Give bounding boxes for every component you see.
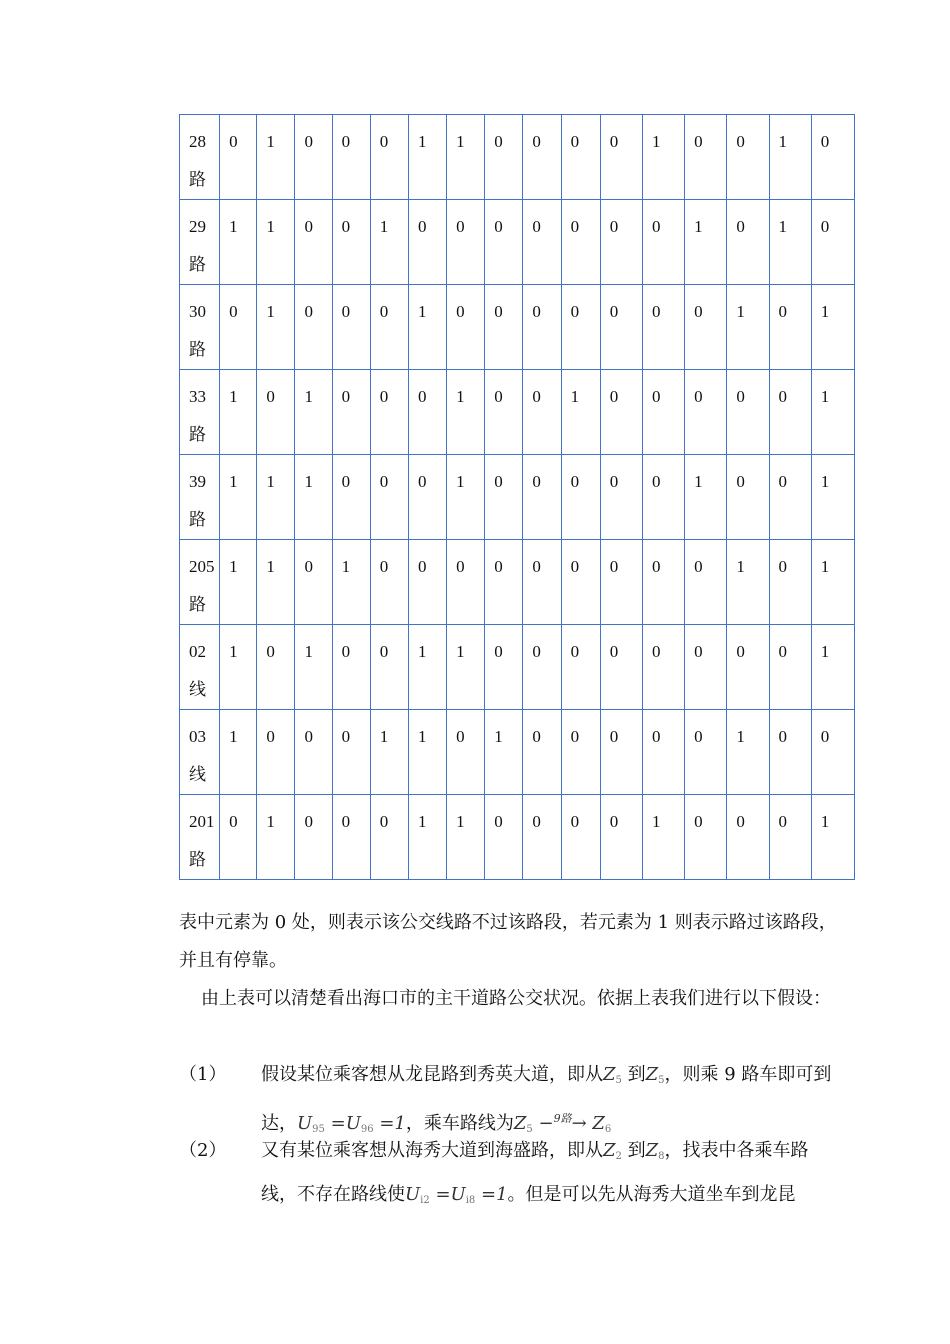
table-row: [180, 795, 855, 880]
route-label: 29路: [180, 200, 220, 285]
table-cell: 0: [295, 795, 332, 880]
table-cell: 0: [257, 625, 295, 710]
table-cell: 1: [685, 455, 727, 540]
table-cell: 1: [811, 455, 854, 540]
table-row: [180, 625, 855, 710]
table-cell: 0: [523, 710, 561, 795]
table-cell: 0: [685, 795, 727, 880]
table-cell: 0: [811, 710, 854, 795]
table-cell: 0: [332, 115, 370, 200]
table-cell: 1: [332, 540, 370, 625]
table-cell: 1: [257, 455, 295, 540]
table-cell: 0: [727, 370, 769, 455]
table-cell: 0: [295, 200, 332, 285]
table-cell: 0: [600, 625, 642, 710]
table-cell: 0: [642, 540, 684, 625]
table-cell: 1: [811, 625, 854, 710]
table-cell: 0: [523, 625, 561, 710]
table-cell: 1: [685, 200, 727, 285]
table-cell: 0: [561, 285, 600, 370]
table-cell: 1: [220, 200, 257, 285]
paragraph-explanation: 表中元素为 0 处，则表示该公交线路不过该路段，若元素为 1 则表示路过该路段，并且有停靠。: [179, 912, 837, 971]
table-cell: 1: [447, 115, 485, 200]
table-cell: 0: [523, 795, 561, 880]
table-cell: 0: [769, 370, 811, 455]
table-cell: 0: [295, 115, 332, 200]
table-cell: 0: [370, 370, 408, 455]
item-text: 假设某位乘客想从龙昆路到秀英大道，即从$Z_5$ 到$Z_5$，则乘 9 路车即可到达，$U_{95} =U_{96} =1$，乘车路线为$Z_5 -^{9路}\to Z_6$: [261, 1064, 832, 1135]
table-cell: 1: [811, 540, 854, 625]
table-cell: 0: [332, 200, 370, 285]
table-cell: 0: [769, 455, 811, 540]
table-cell: 0: [642, 455, 684, 540]
table-cell: 0: [408, 200, 446, 285]
table-cell: 0: [600, 115, 642, 200]
table-cell: 1: [408, 795, 446, 880]
table-cell: 1: [257, 200, 295, 285]
table-row: [180, 285, 855, 370]
table-cell: 0: [295, 540, 332, 625]
table-cell: 1: [642, 115, 684, 200]
table-cell: 1: [220, 540, 257, 625]
table-cell: 0: [485, 285, 523, 370]
table-cell: 0: [295, 285, 332, 370]
table-cell: 0: [485, 115, 523, 200]
table-row: [180, 710, 855, 795]
table-cell: 0: [642, 710, 684, 795]
table-cell: 1: [408, 115, 446, 200]
table-cell: 0: [332, 285, 370, 370]
table-cell: 0: [257, 370, 295, 455]
table-cell: 0: [561, 200, 600, 285]
table-cell: 0: [727, 200, 769, 285]
table-cell: 0: [332, 625, 370, 710]
table-cell: 0: [727, 455, 769, 540]
table-cell: 0: [447, 285, 485, 370]
table-cell: 1: [811, 795, 854, 880]
route-label: 39路: [180, 455, 220, 540]
table-cell: 0: [600, 455, 642, 540]
table-cell: 0: [332, 710, 370, 795]
table-cell: 0: [727, 115, 769, 200]
table-cell: 0: [769, 540, 811, 625]
table-cell: 1: [220, 370, 257, 455]
route-label: 02线: [180, 625, 220, 710]
table-cell: 0: [642, 200, 684, 285]
table-cell: 0: [485, 455, 523, 540]
route-label: 205路: [180, 540, 220, 625]
table-cell: 1: [257, 115, 295, 200]
table-cell: 0: [600, 200, 642, 285]
table-cell: 0: [485, 795, 523, 880]
table-cell: 0: [685, 370, 727, 455]
paragraph-summary: 由上表可以清楚看出海口市的主干道路公交状况。依据上表我们进行以下假设：: [201, 988, 831, 1009]
table-cell: 0: [295, 710, 332, 795]
table-cell: 1: [769, 200, 811, 285]
table-cell: 0: [485, 200, 523, 285]
table-cell: 1: [295, 455, 332, 540]
table-cell: 0: [220, 115, 257, 200]
table-cell: 0: [600, 710, 642, 795]
route-label: 03线: [180, 710, 220, 795]
table-cell: 0: [769, 625, 811, 710]
table-cell: 0: [408, 540, 446, 625]
table-cell: 1: [257, 540, 295, 625]
route-label: 201路: [180, 795, 220, 880]
table-cell: 0: [561, 795, 600, 880]
table-cell: 1: [408, 285, 446, 370]
table-cell: 0: [332, 795, 370, 880]
table-cell: 1: [370, 710, 408, 795]
table-cell: 0: [485, 370, 523, 455]
table-cell: 0: [561, 540, 600, 625]
table-row: [180, 540, 855, 625]
table-cell: 0: [600, 370, 642, 455]
table-cell: 0: [332, 455, 370, 540]
table-row: [180, 370, 855, 455]
table-cell: 0: [220, 795, 257, 880]
table-cell: 0: [523, 370, 561, 455]
table-cell: 0: [447, 200, 485, 285]
table-cell: 0: [523, 540, 561, 625]
table-cell: 0: [561, 710, 600, 795]
table-cell: 0: [811, 200, 854, 285]
table-cell: 0: [220, 285, 257, 370]
table-cell: 1: [642, 795, 684, 880]
table-cell: 0: [769, 710, 811, 795]
table-cell: 0: [370, 285, 408, 370]
table-cell: 0: [485, 540, 523, 625]
table-cell: 0: [769, 285, 811, 370]
table-cell: 1: [257, 285, 295, 370]
table-cell: 0: [561, 455, 600, 540]
route-segment-table: [179, 114, 855, 880]
table-cell: 0: [811, 115, 854, 200]
table-cell: 0: [370, 115, 408, 200]
table-cell: 1: [295, 625, 332, 710]
table-cell: 1: [220, 455, 257, 540]
table-cell: 0: [408, 370, 446, 455]
table-cell: 0: [685, 115, 727, 200]
table-cell: 1: [447, 370, 485, 455]
table-row: [180, 455, 855, 540]
table-cell: 0: [727, 625, 769, 710]
table-cell: 0: [370, 795, 408, 880]
table-cell: 1: [727, 285, 769, 370]
table-cell: 1: [295, 370, 332, 455]
route-label: 28路: [180, 115, 220, 200]
table-cell: 0: [523, 200, 561, 285]
table-cell: 1: [408, 710, 446, 795]
table-cell: 0: [642, 370, 684, 455]
table-cell: 0: [727, 795, 769, 880]
table-cell: 1: [220, 710, 257, 795]
table-cell: 0: [447, 710, 485, 795]
table-cell: 0: [685, 710, 727, 795]
table-cell: 0: [685, 540, 727, 625]
item-text: 又有某位乘客想从海秀大道到海盛路，即从$Z_2$ 到$Z_8$，找表中各乘车路线，不存在路线使$U_{i2} =U_{i8} =1$。但是可以先从海秀大道坐车到龙昆: [261, 1140, 809, 1206]
item-number: （1）: [179, 1064, 227, 1085]
table-cell: 0: [523, 455, 561, 540]
route-label: 30路: [180, 285, 220, 370]
table-cell: 0: [600, 795, 642, 880]
table-cell: 1: [447, 455, 485, 540]
table-cell: 1: [370, 200, 408, 285]
table-cell: 1: [727, 710, 769, 795]
table-cell: 0: [370, 625, 408, 710]
route-expression: $Z_5 -^{9路}\to Z_6$: [513, 1112, 612, 1135]
table-cell: 1: [811, 370, 854, 455]
table-cell: 0: [600, 285, 642, 370]
item-number: （2）: [179, 1140, 227, 1161]
route-label: 33路: [180, 370, 220, 455]
table-cell: 0: [523, 285, 561, 370]
table-cell: 0: [769, 795, 811, 880]
table-row: [180, 200, 855, 285]
table-cell: 0: [600, 540, 642, 625]
table-cell: 0: [370, 540, 408, 625]
table-cell: 0: [332, 370, 370, 455]
table-row: [180, 115, 855, 200]
table-cell: 1: [485, 710, 523, 795]
table-cell: 0: [685, 285, 727, 370]
table-cell: 1: [408, 625, 446, 710]
table-cell: 1: [220, 625, 257, 710]
table-cell: 1: [727, 540, 769, 625]
table-cell: 0: [447, 540, 485, 625]
table-cell: 0: [523, 115, 561, 200]
table-cell: 1: [769, 115, 811, 200]
table-cell: 0: [370, 455, 408, 540]
table-cell: 1: [257, 795, 295, 880]
table-cell: 0: [408, 455, 446, 540]
table-cell: 0: [642, 625, 684, 710]
table-cell: 1: [811, 285, 854, 370]
table-cell: 1: [447, 625, 485, 710]
table-cell: 0: [642, 285, 684, 370]
table-cell: 0: [561, 115, 600, 200]
table-cell: 0: [561, 625, 600, 710]
table-cell: 1: [561, 370, 600, 455]
table-cell: 0: [485, 625, 523, 710]
table-cell: 1: [447, 795, 485, 880]
table-cell: 0: [257, 710, 295, 795]
table-cell: 0: [685, 625, 727, 710]
